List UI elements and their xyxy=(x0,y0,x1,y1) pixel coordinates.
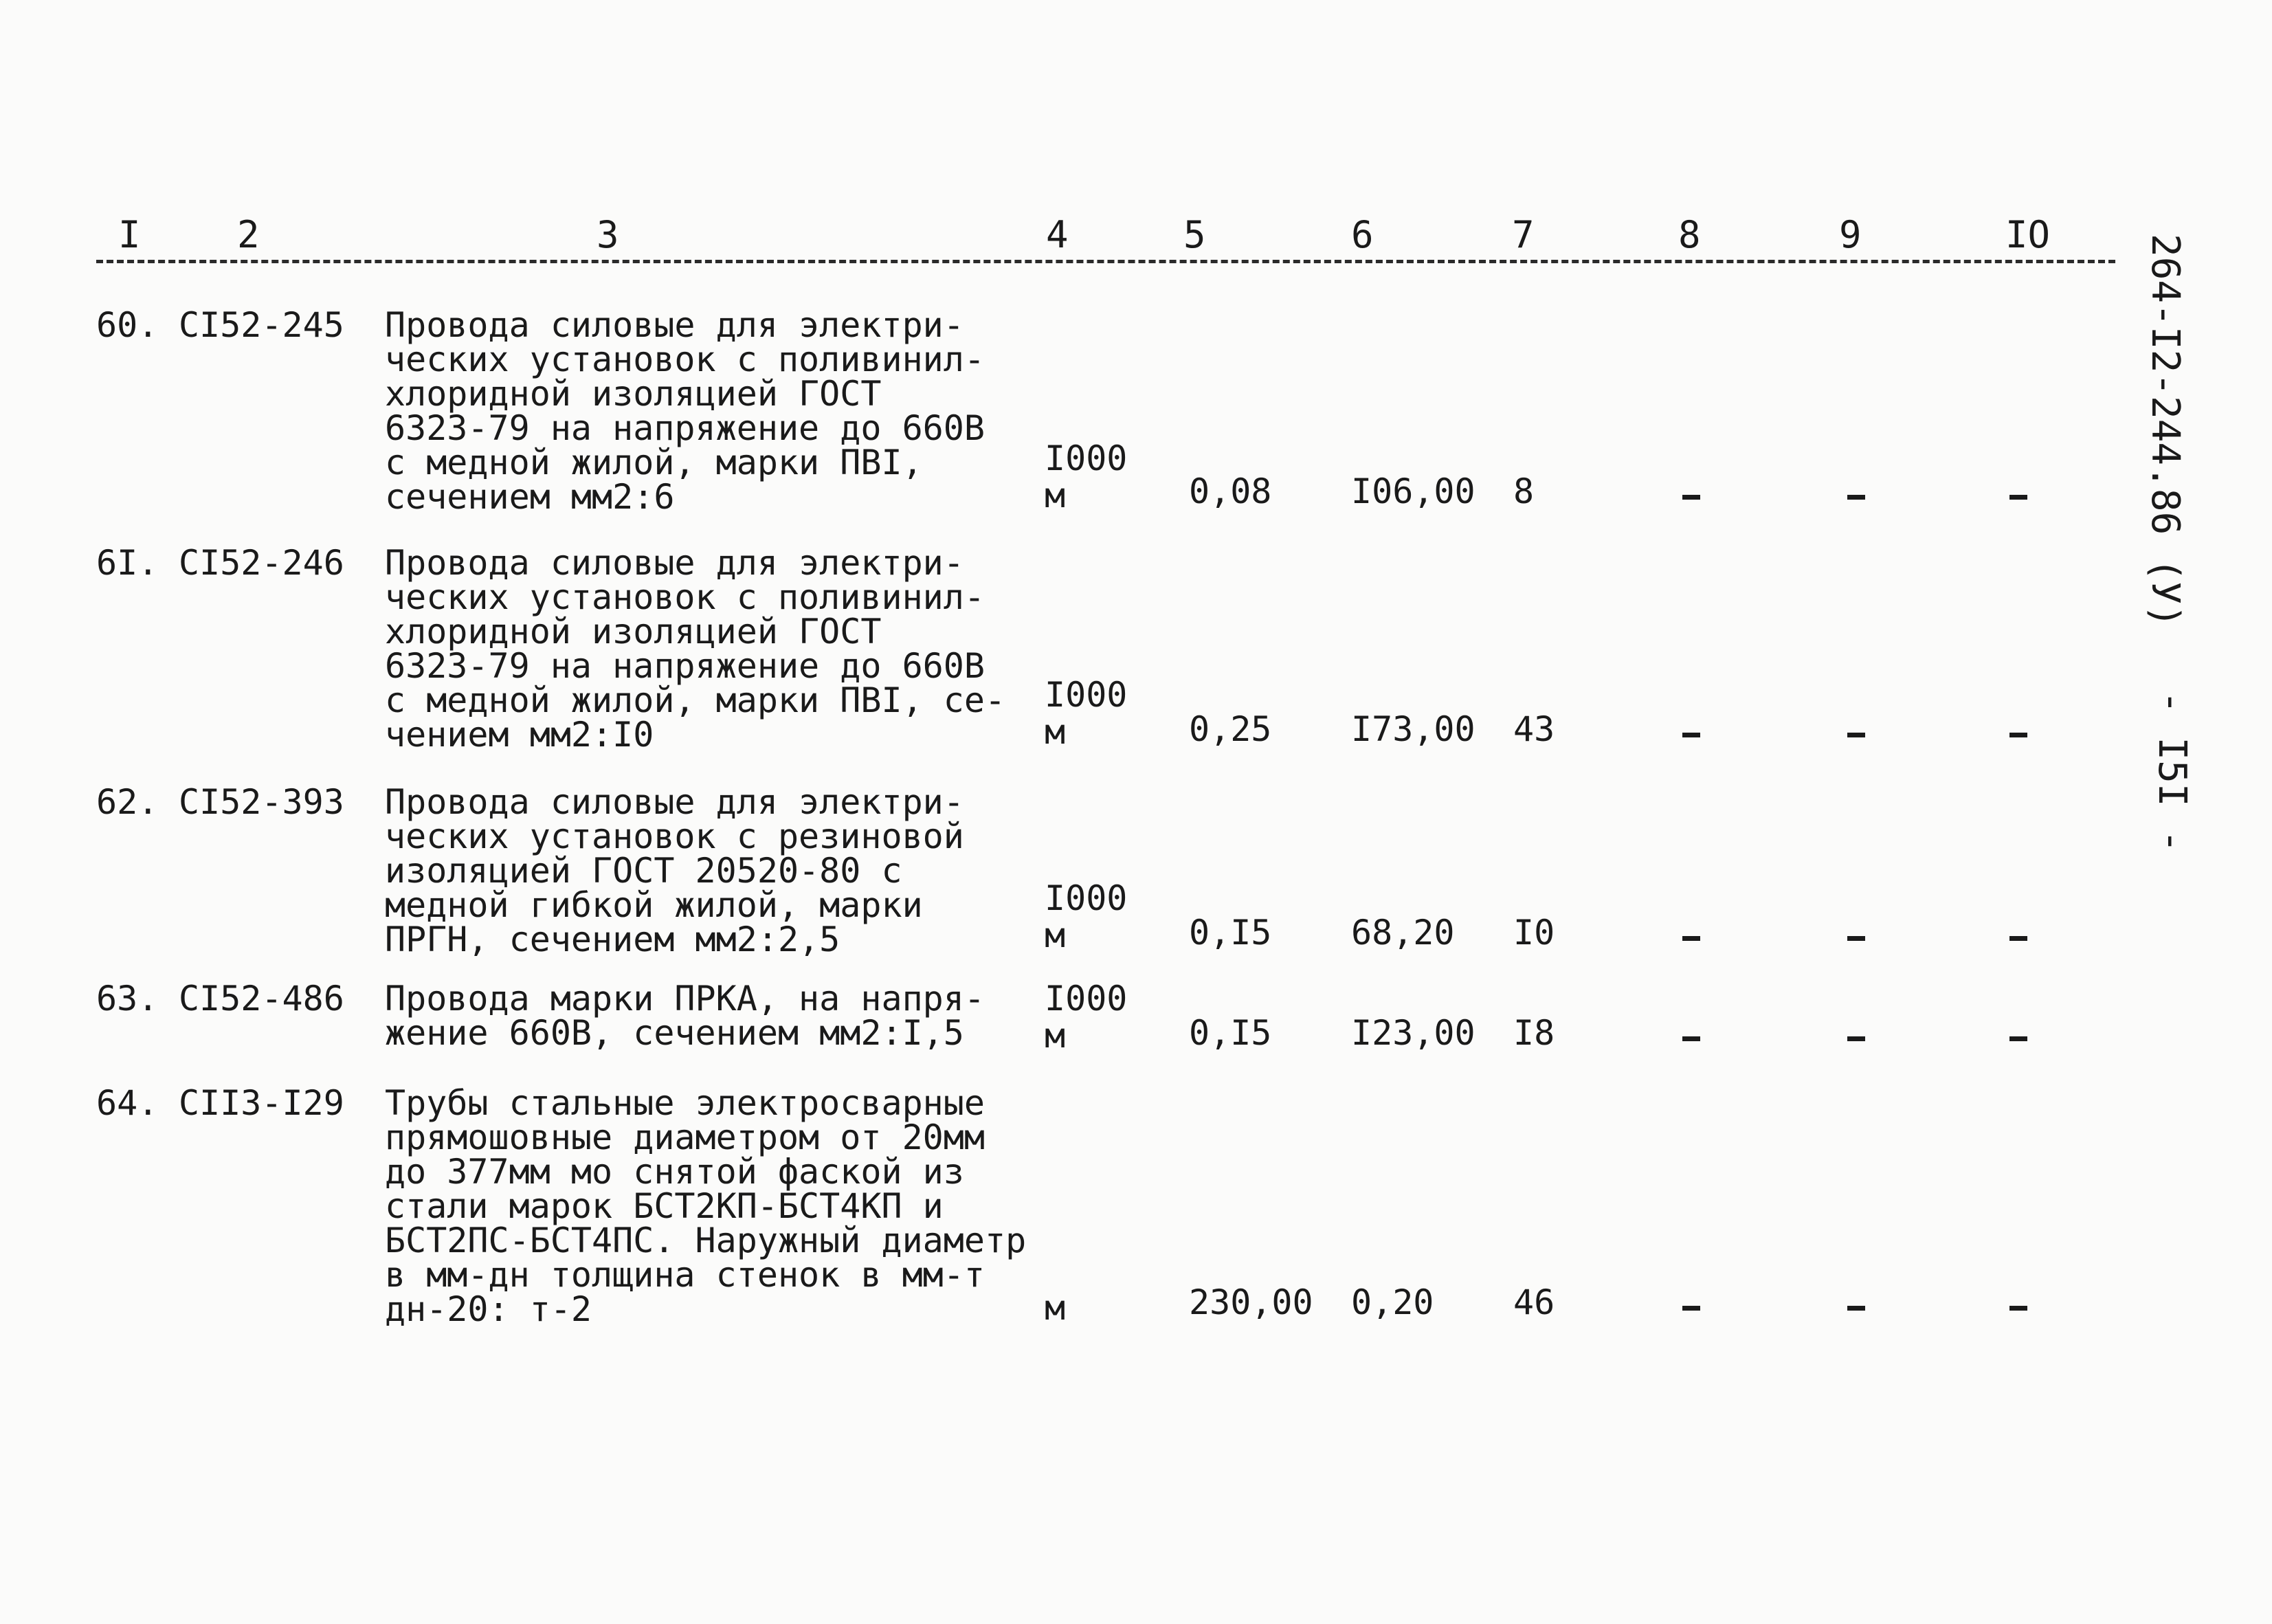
header-col-9: 9 xyxy=(1839,213,1862,256)
header-col-8: 8 xyxy=(1678,213,1701,256)
header-col-4: 4 xyxy=(1046,213,1069,256)
price-code: СI52-246 xyxy=(179,543,344,583)
header-col-6: 6 xyxy=(1351,213,1374,256)
col5-value: 0,I5 xyxy=(1189,1013,1272,1053)
col5-value: 0,I5 xyxy=(1189,913,1272,953)
page-number: - I5I - xyxy=(2150,691,2194,854)
col5-value: 230,00 xyxy=(1189,1282,1313,1322)
description-line: Трубы стальные электросварные xyxy=(385,1083,985,1123)
description-line: хлоридной изоляцией ГОСТ xyxy=(385,612,882,652)
header-col-2: 2 xyxy=(237,213,260,256)
col6-value: 0,20 xyxy=(1351,1282,1434,1322)
description-line: Провода силовые для электри- xyxy=(385,305,964,345)
unit-of-measure xyxy=(1045,880,1127,954)
description-line: ПРГН, сечением мм2:2,5 xyxy=(385,920,840,959)
col10-dash xyxy=(2009,495,2027,500)
header-divider xyxy=(96,260,2115,263)
col10-dash xyxy=(2009,1036,2027,1041)
header-col-1: I xyxy=(118,213,141,256)
row-description xyxy=(385,543,1045,755)
col9-dash xyxy=(1847,1306,1865,1311)
unit-line: I000 xyxy=(1045,878,1128,918)
col10-dash xyxy=(2009,936,2027,941)
col7-value: 8 xyxy=(1513,471,1535,511)
unit-line: I000 xyxy=(1045,979,1128,1019)
description-line: в мм-дн толщина стенок в мм-т xyxy=(385,1255,985,1295)
unit-line: I000 xyxy=(1045,438,1128,478)
description-line: 6323-79 на напряжение до 660В xyxy=(385,408,985,448)
description-line: медной гибкой жилой, марки xyxy=(385,885,923,925)
row-number: 62. xyxy=(96,782,159,822)
col8-dash xyxy=(1682,1306,1700,1311)
description-line: БСТ2ПС-БСТ4ПС. Наружный диаметр xyxy=(385,1221,1027,1260)
unit-of-measure xyxy=(1045,1289,1065,1326)
price-code: СI52-393 xyxy=(179,782,344,822)
col5-value: 0,25 xyxy=(1189,709,1272,749)
description-line: хлоридной изоляцией ГОСТ xyxy=(385,374,882,414)
row-number: 63. xyxy=(96,979,159,1019)
unit-line: I000 xyxy=(1045,675,1128,715)
description-line: сечением мм2:6 xyxy=(385,477,675,517)
row-number: 60. xyxy=(96,305,159,345)
col6-value: I06,00 xyxy=(1351,471,1475,511)
description-line: стали марок БСТ2КП-БСТ4КП и xyxy=(385,1186,944,1226)
header-col-5: 5 xyxy=(1183,213,1206,256)
col10-dash xyxy=(2009,733,2027,737)
col8-dash xyxy=(1682,936,1700,941)
unit-line: м xyxy=(1045,712,1066,752)
description-line: с медной жилой, марки ПВI, се- xyxy=(385,680,1006,720)
col9-dash xyxy=(1847,936,1865,941)
unit-line: м xyxy=(1045,1016,1066,1056)
price-code: СII3-I29 xyxy=(179,1083,344,1123)
document-code: 264-I2-244.86 (У) xyxy=(2143,234,2187,628)
col9-dash xyxy=(1847,733,1865,737)
col6-value: 68,20 xyxy=(1351,913,1455,953)
unit-of-measure xyxy=(1045,980,1127,1054)
description-line: ческих установок с резиновой xyxy=(385,816,964,856)
unit-line: м xyxy=(1045,915,1066,955)
col8-dash xyxy=(1682,495,1700,500)
col7-value: 46 xyxy=(1513,1282,1555,1322)
description-line: ческих установок с поливинил- xyxy=(385,577,985,617)
description-line: чением мм2:I0 xyxy=(385,715,654,755)
unit-of-measure xyxy=(1045,676,1127,750)
price-code: СI52-245 xyxy=(179,305,344,345)
col10-dash xyxy=(2009,1306,2027,1311)
header-col-10: IO xyxy=(2005,213,2051,256)
col9-dash xyxy=(1847,495,1865,500)
row-description xyxy=(385,979,1045,1053)
header-col-3: 3 xyxy=(597,213,619,256)
col7-value: 43 xyxy=(1513,709,1555,749)
col7-value: I8 xyxy=(1513,1013,1555,1053)
col7-value: I0 xyxy=(1513,913,1555,953)
description-line: Провода силовые для электри- xyxy=(385,543,964,583)
unit-line: м xyxy=(1045,1288,1066,1328)
description-line: 6323-79 на напряжение до 660В xyxy=(385,646,985,686)
col6-value: I73,00 xyxy=(1351,709,1475,749)
description-line: прямошовные диаметром от 20мм xyxy=(385,1117,985,1157)
price-code: СI52-486 xyxy=(179,979,344,1019)
col8-dash xyxy=(1682,733,1700,737)
row-description xyxy=(385,305,1045,517)
header-col-7: 7 xyxy=(1512,213,1535,256)
description-line: с медной жилой, марки ПВI, xyxy=(385,443,923,482)
description-line: Провода силовые для электри- xyxy=(385,782,964,822)
row-description xyxy=(385,782,1045,959)
description-line: ческих установок с поливинил- xyxy=(385,340,985,379)
description-line: до 377мм мо снятой фаской из xyxy=(385,1152,964,1192)
col8-dash xyxy=(1682,1036,1700,1041)
row-number: 64. xyxy=(96,1083,159,1123)
col5-value: 0,08 xyxy=(1189,471,1272,511)
unit-line: м xyxy=(1045,476,1066,515)
description-line: жение 660В, сечением мм2:I,5 xyxy=(385,1013,964,1053)
col9-dash xyxy=(1847,1036,1865,1041)
row-number: 6I. xyxy=(96,543,159,583)
description-line: Провода марки ПРКА, на напря- xyxy=(385,979,985,1019)
row-description xyxy=(385,1083,1045,1329)
col6-value: I23,00 xyxy=(1351,1013,1475,1053)
unit-of-measure xyxy=(1045,440,1127,514)
description-line: изоляцией ГОСТ 20520-80 с xyxy=(385,851,902,891)
description-line: дн-20: т-2 xyxy=(385,1289,592,1329)
